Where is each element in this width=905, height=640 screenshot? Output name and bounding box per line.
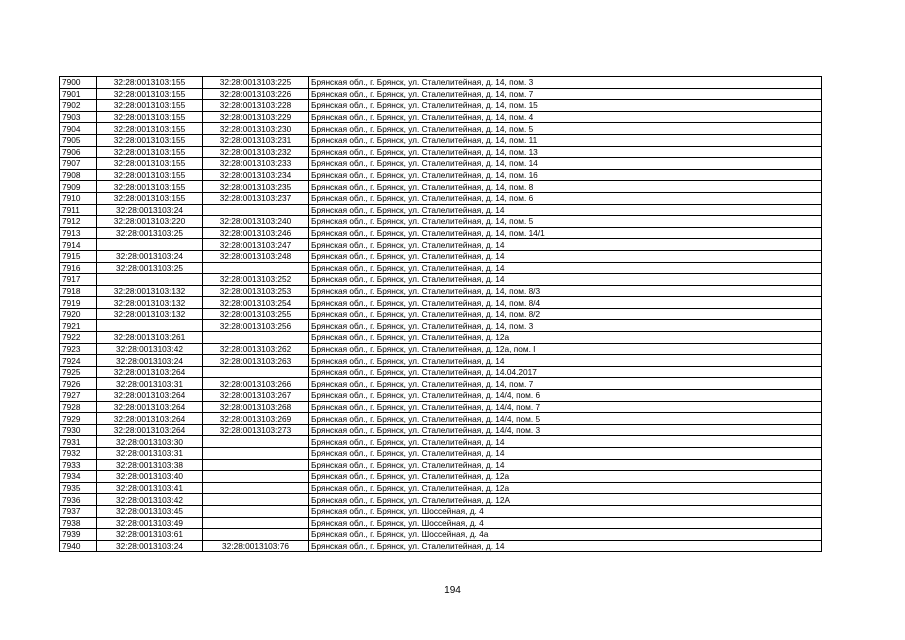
row-number-cell: 7917 (60, 274, 97, 286)
premises-cadastral-number-cell: 32:28:0013103:226 (203, 88, 309, 100)
row-number-cell: 7904 (60, 123, 97, 135)
address-cell: Брянская обл., г. Брянск, ул. Шоссейная, д. 4 (309, 505, 822, 517)
table-row (60, 494, 822, 506)
row-number-cell: 7918 (60, 285, 97, 297)
row-number-cell: 7935 (60, 482, 97, 494)
address-cell: Брянская обл., г. Брянск, ул. Сталелитейная, д. 14, пом. 8/2 (309, 308, 822, 320)
address-cell: Брянская обл., г. Брянск, ул. Сталелитейная, д. 14, пом. 7 (309, 88, 822, 100)
premises-cadastral-number-cell: 32:28:0013103:262 (203, 343, 309, 355)
premises-cadastral-number-cell: 32:28:0013103:248 (203, 250, 309, 262)
table-row (60, 181, 822, 193)
address-cell: Брянская обл., г. Брянск, ул. Сталелитейная, д. 14, пом. 7 (309, 378, 822, 390)
address-cell: Брянская обл., г. Брянск, ул. Сталелитейная, д. 14/4, пом. 7 (309, 401, 822, 413)
row-number-cell: 7902 (60, 100, 97, 112)
address-cell: Брянская обл., г. Брянск, ул. Сталелитейная, д. 14 (309, 540, 822, 552)
row-number-cell: 7939 (60, 529, 97, 541)
row-number-cell: 7912 (60, 216, 97, 228)
premises-cadastral-number-cell (203, 494, 309, 506)
address-cell: Брянская обл., г. Брянск, ул. Сталелитейная, д. 14/4, пом. 5 (309, 413, 822, 425)
cadastral-number-cell: 32:28:0013103:264 (97, 424, 203, 436)
row-number-cell: 7937 (60, 505, 97, 517)
row-number-cell: 7926 (60, 378, 97, 390)
cadastral-number-cell: 32:28:0013103:132 (97, 285, 203, 297)
address-cell: Брянская обл., г. Брянск, ул. Сталелитейная, д. 14 (309, 204, 822, 216)
address-cell: Брянская обл., г. Брянск, ул. Сталелитейная, д. 14/4, пом. 6 (309, 390, 822, 402)
table-row (60, 390, 822, 402)
address-cell: Брянская обл., г. Брянск, ул. Сталелитейная, д. 14, пом. 8/3 (309, 285, 822, 297)
address-cell: Брянская обл., г. Брянск, ул. Сталелитейная, д. 12А (309, 494, 822, 506)
table-row (60, 436, 822, 448)
table-row (60, 274, 822, 286)
table-row (60, 459, 822, 471)
cadastral-number-cell: 32:28:0013103:24 (97, 250, 203, 262)
cadastral-number-cell (97, 274, 203, 286)
premises-cadastral-number-cell: 32:28:0013103:263 (203, 355, 309, 367)
row-number-cell: 7940 (60, 540, 97, 552)
cadastral-number-cell: 32:28:0013103:31 (97, 378, 203, 390)
cadastral-number-cell: 32:28:0013103:155 (97, 123, 203, 135)
cadastral-number-cell: 32:28:0013103:41 (97, 482, 203, 494)
address-cell: Брянская обл., г. Брянск, ул. Сталелитейная, д. 14, пом. 6 (309, 192, 822, 204)
row-number-cell: 7929 (60, 413, 97, 425)
row-number-cell: 7920 (60, 308, 97, 320)
cadastral-number-cell: 32:28:0013103:42 (97, 343, 203, 355)
table-row (60, 332, 822, 344)
row-number-cell: 7922 (60, 332, 97, 344)
cadastral-number-cell: 32:28:0013103:264 (97, 366, 203, 378)
address-cell: Брянская обл., г. Брянск, ул. Сталелитейная, д. 14 (309, 436, 822, 448)
row-number-cell: 7924 (60, 355, 97, 367)
table-row (60, 169, 822, 181)
address-cell: Брянская обл., г. Брянск, ул. Сталелитейная, д. 14, пом. 14/1 (309, 227, 822, 239)
table-row (60, 424, 822, 436)
row-number-cell: 7921 (60, 320, 97, 332)
row-number-cell: 7913 (60, 227, 97, 239)
premises-cadastral-number-cell: 32:28:0013103:233 (203, 158, 309, 170)
row-number-cell: 7910 (60, 192, 97, 204)
row-number-cell: 7916 (60, 262, 97, 274)
cadastral-number-cell: 32:28:0013103:155 (97, 88, 203, 100)
row-number-cell: 7934 (60, 471, 97, 483)
row-number-cell: 7901 (60, 88, 97, 100)
cadastral-number-cell: 32:28:0013103:24 (97, 204, 203, 216)
cadastral-number-cell: 32:28:0013103:31 (97, 448, 203, 460)
cadastral-number-cell: 32:28:0013103:155 (97, 134, 203, 146)
table-row (60, 401, 822, 413)
address-cell: Брянская обл., г. Брянск, ул. Сталелитейная, д. 14 (309, 250, 822, 262)
premises-cadastral-number-cell: 32:28:0013103:235 (203, 181, 309, 193)
row-number-cell: 7931 (60, 436, 97, 448)
cadastral-number-cell: 32:28:0013103:261 (97, 332, 203, 344)
row-number-cell: 7905 (60, 134, 97, 146)
table-row (60, 505, 822, 517)
address-cell: Брянская обл., г. Брянск, ул. Шоссейная, д. 4 (309, 517, 822, 529)
cadastral-number-cell: 32:28:0013103:45 (97, 505, 203, 517)
cadastral-number-cell (97, 239, 203, 251)
premises-cadastral-number-cell: 32:28:0013103:229 (203, 111, 309, 123)
row-number-cell: 7915 (60, 250, 97, 262)
table-row (60, 413, 822, 425)
row-number-cell: 7911 (60, 204, 97, 216)
row-number-cell: 7925 (60, 366, 97, 378)
cadastral-number-cell: 32:28:0013103:264 (97, 413, 203, 425)
address-cell: Брянская обл., г. Брянск, ул. Сталелитейная, д. 14 (309, 459, 822, 471)
address-cell: Брянская обл., г. Брянск, ул. Сталелитейная, д. 14 (309, 355, 822, 367)
registry-table-body (60, 77, 822, 552)
row-number-cell: 7907 (60, 158, 97, 170)
table-row (60, 517, 822, 529)
address-cell: Брянская обл., г. Брянск, ул. Сталелитейная, д. 14, пом. 16 (309, 169, 822, 181)
table-row (60, 100, 822, 112)
row-number-cell: 7923 (60, 343, 97, 355)
cadastral-number-cell: 32:28:0013103:155 (97, 77, 203, 89)
cadastral-number-cell: 32:28:0013103:25 (97, 227, 203, 239)
address-cell: Брянская обл., г. Брянск, ул. Сталелитейная, д. 14, пом. 5 (309, 216, 822, 228)
cadastral-number-cell: 32:28:0013103:264 (97, 390, 203, 402)
table-row (60, 239, 822, 251)
premises-cadastral-number-cell: 32:28:0013103:234 (203, 169, 309, 181)
premises-cadastral-number-cell: 32:28:0013103:256 (203, 320, 309, 332)
cadastral-number-cell: 32:28:0013103:132 (97, 297, 203, 309)
premises-cadastral-number-cell (203, 204, 309, 216)
premises-cadastral-number-cell: 32:28:0013103:255 (203, 308, 309, 320)
address-cell: Брянская обл., г. Брянск, ул. Сталелитейная, д. 14, пом. 15 (309, 100, 822, 112)
address-cell: Брянская обл., г. Брянск, ул. Сталелитейная, д. 14, пом. 3 (309, 320, 822, 332)
row-number-cell: 7909 (60, 181, 97, 193)
premises-cadastral-number-cell: 32:28:0013103:240 (203, 216, 309, 228)
table-row (60, 378, 822, 390)
table-row (60, 482, 822, 494)
table-row (60, 355, 822, 367)
premises-cadastral-number-cell (203, 471, 309, 483)
table-row (60, 448, 822, 460)
table-row (60, 192, 822, 204)
cadastral-number-cell: 32:28:0013103:24 (97, 355, 203, 367)
row-number-cell: 7936 (60, 494, 97, 506)
address-cell: Брянская обл., г. Брянск, ул. Сталелитейная, д. 14, пом. 11 (309, 134, 822, 146)
address-cell: Брянская обл., г. Брянск, ул. Сталелитейная, д. 14/4, пом. 3 (309, 424, 822, 436)
premises-cadastral-number-cell: 32:28:0013103:228 (203, 100, 309, 112)
premises-cadastral-number-cell (203, 505, 309, 517)
cadastral-number-cell: 32:28:0013103:155 (97, 158, 203, 170)
premises-cadastral-number-cell: 32:28:0013103:253 (203, 285, 309, 297)
cadastral-number-cell: 32:28:0013103:25 (97, 262, 203, 274)
premises-cadastral-number-cell (203, 482, 309, 494)
row-number-cell: 7914 (60, 239, 97, 251)
table-row (60, 529, 822, 541)
premises-cadastral-number-cell (203, 436, 309, 448)
row-number-cell: 7906 (60, 146, 97, 158)
address-cell: Брянская обл., г. Брянск, ул. Сталелитейная, д. 14, пом. 4 (309, 111, 822, 123)
row-number-cell: 7933 (60, 459, 97, 471)
address-cell: Брянская обл., г. Брянск, ул. Сталелитейная, д. 14, пом. 3 (309, 77, 822, 89)
table-row (60, 88, 822, 100)
premises-cadastral-number-cell (203, 366, 309, 378)
table-row (60, 216, 822, 228)
cadastral-number-cell: 32:28:0013103:132 (97, 308, 203, 320)
table-row (60, 146, 822, 158)
address-cell: Брянская обл., г. Брянск, ул. Сталелитейная, д. 14 (309, 262, 822, 274)
premises-cadastral-number-cell: 32:28:0013103:76 (203, 540, 309, 552)
row-number-cell: 7930 (60, 424, 97, 436)
row-number-cell: 7919 (60, 297, 97, 309)
table-row (60, 250, 822, 262)
premises-cadastral-number-cell (203, 332, 309, 344)
cadastral-number-cell: 32:28:0013103:38 (97, 459, 203, 471)
table-row (60, 77, 822, 89)
cadastral-number-cell: 32:28:0013103:30 (97, 436, 203, 448)
cadastral-number-cell: 32:28:0013103:155 (97, 111, 203, 123)
address-cell: Брянская обл., г. Брянск, ул. Сталелитейная, д. 14, пом. 13 (309, 146, 822, 158)
premises-cadastral-number-cell (203, 529, 309, 541)
cadastral-number-cell: 32:28:0013103:264 (97, 401, 203, 413)
premises-cadastral-number-cell (203, 517, 309, 529)
premises-cadastral-number-cell: 32:28:0013103:237 (203, 192, 309, 204)
table-row (60, 320, 822, 332)
row-number-cell: 7903 (60, 111, 97, 123)
premises-cadastral-number-cell: 32:28:0013103:267 (203, 390, 309, 402)
address-cell: Брянская обл., г. Брянск, ул. Сталелитейная, д. 12а (309, 482, 822, 494)
cadastral-number-cell: 32:28:0013103:155 (97, 181, 203, 193)
row-number-cell: 7927 (60, 390, 97, 402)
cadastral-number-cell: 32:28:0013103:220 (97, 216, 203, 228)
cadastral-number-cell: 32:28:0013103:155 (97, 192, 203, 204)
premises-cadastral-number-cell (203, 459, 309, 471)
table-row (60, 366, 822, 378)
address-cell: Брянская обл., г. Брянск, ул. Сталелитейная, д. 14, пом. 14 (309, 158, 822, 170)
premises-cadastral-number-cell: 32:28:0013103:225 (203, 77, 309, 89)
cadastral-number-cell: 32:28:0013103:155 (97, 146, 203, 158)
row-number-cell: 7908 (60, 169, 97, 181)
table-row (60, 227, 822, 239)
address-cell: Брянская обл., г. Брянск, ул. Шоссейная, д. 4а (309, 529, 822, 541)
address-cell: Брянская обл., г. Брянск, ул. Сталелитейная, д. 12а (309, 332, 822, 344)
address-cell: Брянская обл., г. Брянск, ул. Сталелитейная, д. 14, пом. 8 (309, 181, 822, 193)
address-cell: Брянская обл., г. Брянск, ул. Сталелитейная, д. 14 (309, 448, 822, 460)
table-row (60, 204, 822, 216)
premises-cadastral-number-cell (203, 448, 309, 460)
premises-cadastral-number-cell (203, 262, 309, 274)
premises-cadastral-number-cell: 32:28:0013103:230 (203, 123, 309, 135)
cadastral-number-cell: 32:28:0013103:42 (97, 494, 203, 506)
address-cell: Брянская обл., г. Брянск, ул. Сталелитейная, д. 14 (309, 274, 822, 286)
table-row (60, 134, 822, 146)
table-row (60, 471, 822, 483)
premises-cadastral-number-cell: 32:28:0013103:268 (203, 401, 309, 413)
premises-cadastral-number-cell: 32:28:0013103:273 (203, 424, 309, 436)
cadastral-number-cell: 32:28:0013103:155 (97, 100, 203, 112)
cadastral-number-cell: 32:28:0013103:155 (97, 169, 203, 181)
premises-cadastral-number-cell: 32:28:0013103:246 (203, 227, 309, 239)
table-row (60, 285, 822, 297)
cadastral-number-cell: 32:28:0013103:49 (97, 517, 203, 529)
address-cell: Брянская обл., г. Брянск, ул. Сталелитейная, д. 14, пом. 5 (309, 123, 822, 135)
row-number-cell: 7932 (60, 448, 97, 460)
registry-table (59, 76, 822, 552)
premises-cadastral-number-cell: 32:28:0013103:252 (203, 274, 309, 286)
table-row (60, 262, 822, 274)
premises-cadastral-number-cell: 32:28:0013103:232 (203, 146, 309, 158)
table-row (60, 343, 822, 355)
address-cell: Брянская обл., г. Брянск, ул. Сталелитейная, д. 14, пом. 8/4 (309, 297, 822, 309)
premises-cadastral-number-cell: 32:28:0013103:231 (203, 134, 309, 146)
table-row (60, 158, 822, 170)
address-cell: Брянская обл., г. Брянск, ул. Сталелитейная, д. 14 (309, 239, 822, 251)
premises-cadastral-number-cell: 32:28:0013103:254 (203, 297, 309, 309)
cadastral-number-cell: 32:28:0013103:24 (97, 540, 203, 552)
premises-cadastral-number-cell: 32:28:0013103:269 (203, 413, 309, 425)
cadastral-number-cell (97, 320, 203, 332)
row-number-cell: 7900 (60, 77, 97, 89)
row-number-cell: 7938 (60, 517, 97, 529)
table-row (60, 111, 822, 123)
cadastral-number-cell: 32:28:0013103:40 (97, 471, 203, 483)
page-number: 194 (444, 585, 461, 596)
address-cell: Брянская обл., г. Брянск, ул. Сталелитейная, д. 12а (309, 471, 822, 483)
cadastral-number-cell: 32:28:0013103:61 (97, 529, 203, 541)
table-row (60, 308, 822, 320)
address-cell: Брянская обл., г. Брянск, ул. Сталелитейная, д. 12а, пом. I (309, 343, 822, 355)
table-row (60, 297, 822, 309)
premises-cadastral-number-cell: 32:28:0013103:247 (203, 239, 309, 251)
table-row (60, 540, 822, 552)
address-cell: Брянская обл., г. Брянск, ул. Сталелитейная, д. 14.04.2017 (309, 366, 822, 378)
row-number-cell: 7928 (60, 401, 97, 413)
table-row (60, 123, 822, 135)
premises-cadastral-number-cell: 32:28:0013103:266 (203, 378, 309, 390)
